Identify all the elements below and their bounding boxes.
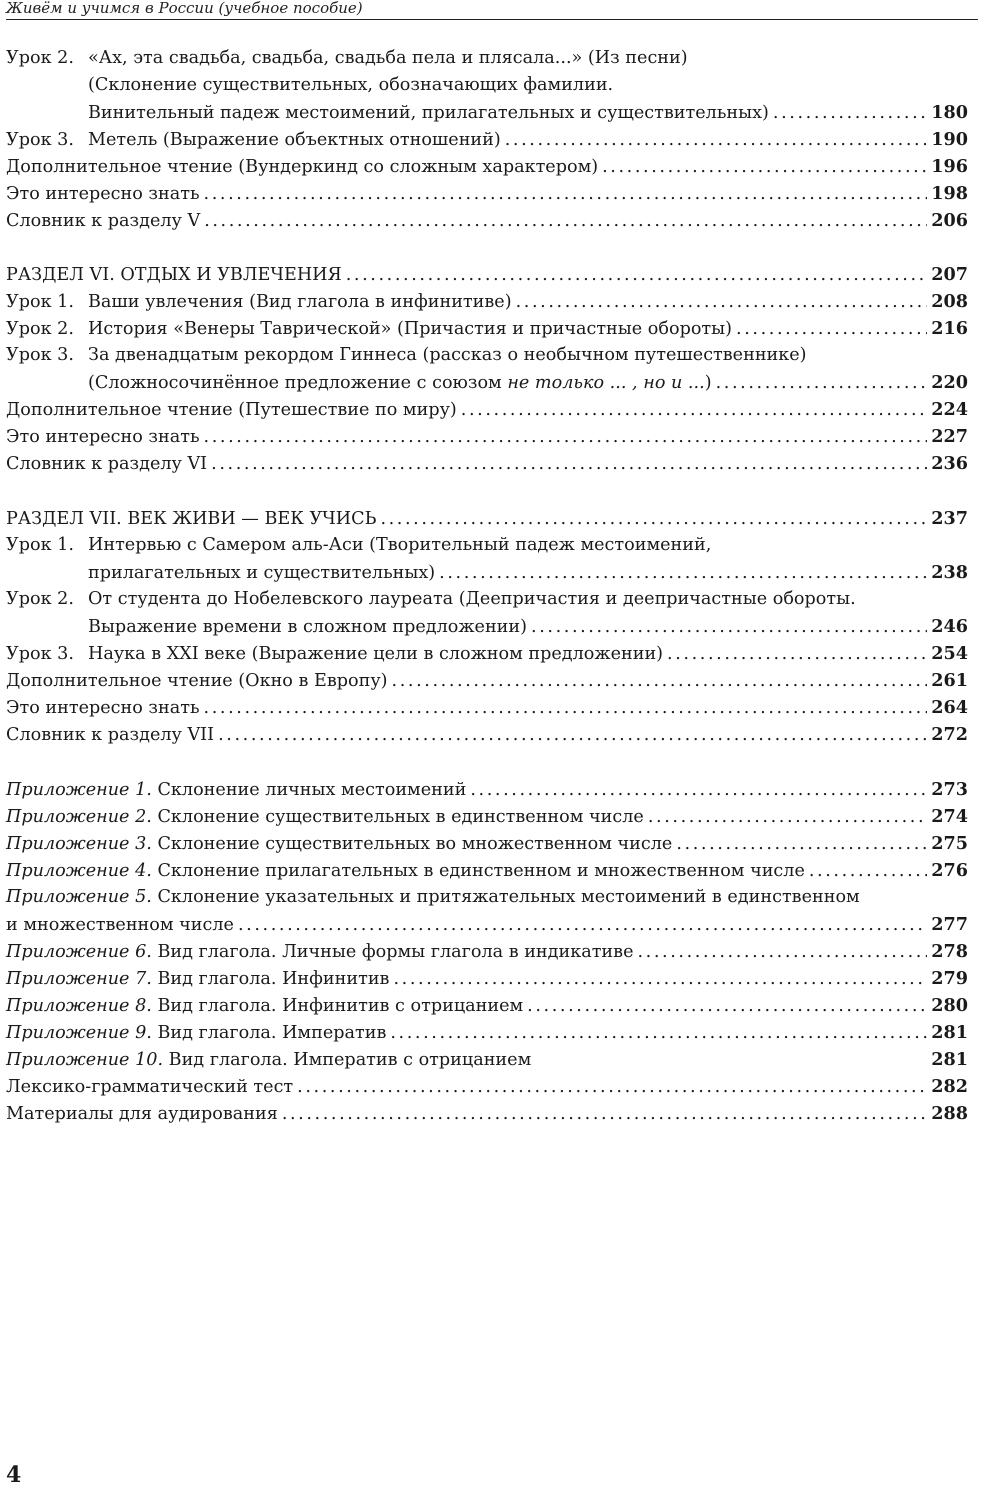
toc-entry: [6, 153, 968, 180]
toc-entry: [6, 180, 968, 207]
lesson-label: Урок 2.: [6, 589, 74, 609]
dot-leader: [439, 560, 927, 587]
appendix-label: Приложение 7.: [6, 969, 152, 989]
toc-entry: [6, 613, 968, 640]
page-ref: 272: [931, 724, 968, 745]
page-ref: 190: [931, 129, 968, 150]
toc-entry-text: Вид глагола. Императив: [151, 1023, 387, 1043]
appendix-label: Приложение 8.: [6, 996, 152, 1016]
page-ref: 224: [931, 399, 968, 420]
toc-entry-text: и множественном числе: [6, 915, 234, 935]
page-ref: 273: [931, 779, 968, 800]
page-ref: 246: [931, 616, 968, 637]
dot-leader: [736, 316, 927, 343]
dot-leader: [461, 397, 927, 424]
toc-entry: [6, 992, 968, 1019]
toc-entry: [6, 965, 968, 992]
dot-leader: [667, 641, 927, 668]
toc-entry: [6, 857, 968, 884]
toc-entry: [6, 1073, 968, 1100]
toc-entry-text: Дополнительное чтение (Путешествие по миру): [6, 400, 457, 420]
toc-entry-text: Дополнительное чтение (Окно в Европу): [6, 671, 388, 691]
toc-entry: [6, 721, 968, 748]
dot-leader: [809, 858, 927, 885]
toc-entry: [6, 342, 968, 369]
appendix-label: Приложение 9.: [6, 1023, 152, 1043]
toc-entry: [6, 667, 968, 694]
toc-entry: [6, 911, 968, 938]
page-ref: 206: [931, 210, 968, 231]
toc-entry-text: Склонение существительных в единственном числе: [151, 807, 644, 827]
lesson-label: Урок 3.: [6, 345, 74, 365]
toc-entry-text: От студента до Нобелевского лауреата (Деепричастия и деепричастные обороты.: [88, 589, 856, 609]
dot-leader: [380, 506, 927, 533]
toc-entry: [6, 72, 968, 99]
toc-entry: [6, 640, 968, 667]
page-ref: 180: [931, 102, 968, 123]
dot-leader: [218, 722, 927, 749]
toc-entry-text: Словник к разделу VII: [6, 725, 215, 745]
dot-leader: [346, 262, 928, 289]
dot-leader: [297, 1074, 927, 1101]
dot-leader: [211, 451, 927, 478]
toc-entry-text: ): [704, 373, 712, 393]
dot-leader: [470, 777, 927, 804]
lesson-label: Урок 1.: [6, 292, 74, 312]
toc-entry-text: Это интересно знать: [6, 427, 200, 447]
page-ref: 278: [931, 941, 968, 962]
page-ref: 275: [931, 833, 968, 854]
dot-leader: [392, 668, 928, 695]
dot-leader: [676, 831, 927, 858]
toc-entry: [6, 532, 968, 559]
toc-entry-text: (Сложносочинённое предложение с союзом: [88, 373, 508, 393]
toc-entry: [6, 369, 968, 396]
page-number: 4: [6, 1462, 22, 1488]
appendix-label: Приложение 2.: [6, 807, 152, 827]
toc-entry-text: Склонение указательных и притяжательных местоимений в единственном: [151, 887, 860, 907]
dot-leader: [204, 424, 928, 451]
page-ref: 288: [931, 1103, 968, 1124]
page-ref: 227: [931, 426, 968, 447]
toc-entry-text: Лексико-грамматический тест: [6, 1077, 294, 1097]
page-ref: 281: [931, 1022, 968, 1043]
dot-leader: [648, 804, 927, 831]
section-title: РАЗДЕЛ VI. ОТДЫХ И УВЛЕЧЕНИЯ: [6, 265, 342, 285]
page-ref: 198: [931, 183, 968, 204]
appendix-label: Приложение 3.: [6, 834, 152, 854]
lesson-label: Урок 3.: [6, 130, 74, 150]
toc-entry: [6, 1100, 968, 1127]
toc-entry-text: Наука в XXI веке (Выражение цели в сложном предложении): [88, 644, 664, 664]
appendix-label: Приложение 4.: [6, 861, 152, 881]
lesson-label: Урок 1.: [6, 535, 74, 555]
running-header: Живём и учимся в России (учебное пособие): [6, 0, 978, 20]
toc-entry-text: История «Венеры Таврической» (Причастия и причастные обороты): [88, 319, 733, 339]
section-heading: [6, 261, 968, 288]
page-ref: 261: [931, 670, 968, 691]
page-ref: 208: [931, 291, 968, 312]
page-ref: 277: [931, 914, 968, 935]
toc-entry-text: Склонение личных местоимений: [151, 780, 467, 800]
page-ref: 264: [931, 697, 968, 718]
dot-leader: [204, 695, 928, 722]
page-ref: 220: [931, 372, 968, 393]
toc-entry-text: Это интересно знать: [6, 698, 200, 718]
toc-entry: [6, 1046, 968, 1073]
toc-entry-text: Вид глагола. Инфинитив: [151, 969, 390, 989]
dot-leader: [282, 1101, 927, 1128]
dot-leader: [602, 154, 927, 181]
dot-leader: [204, 208, 927, 235]
toc-entry-text: «Ах, эта свадьба, свадьба, свадьба пела и плясала...» (Из песни): [88, 48, 688, 68]
lesson-label: Урок 2.: [6, 319, 74, 339]
dot-leader: [531, 614, 927, 641]
section-heading: [6, 505, 968, 532]
conjunction-example: не только ... , но и ...: [507, 373, 705, 393]
toc-entry-text: прилагательных и существительных): [88, 563, 436, 583]
toc-entry-text: Винительный падеж местоимений, прилагательных и существительных): [88, 103, 769, 123]
toc-entry-text: Выражение времени в сложном предложении): [88, 617, 528, 637]
dot-leader: [204, 181, 928, 208]
toc-entry: [6, 803, 968, 830]
toc-entry-text: Вид глагола. Личные формы глагола в индикативе: [151, 942, 634, 962]
toc-entry: [6, 694, 968, 721]
page-ref: 196: [931, 156, 968, 177]
page-ref: 281: [931, 1049, 968, 1070]
toc-entry: [6, 207, 968, 234]
section-title: РАЗДЕЛ VII. ВЕК ЖИВИ — ВЕК УЧИСЬ: [6, 509, 377, 529]
dot-leader: [390, 1020, 927, 1047]
dot-leader: [527, 993, 927, 1020]
page-ref: 279: [931, 968, 968, 989]
toc-entry: [6, 315, 968, 342]
page-ref: 274: [931, 806, 968, 827]
toc-entry: [6, 830, 968, 857]
toc-entry-text: За двенадцатым рекордом Гиннеса (рассказ о необычном путешественнике): [88, 345, 807, 365]
appendix-label: Приложение 5.: [6, 887, 152, 907]
toc-entry-text: Метель (Выражение объектных отношений): [88, 130, 501, 150]
dot-leader: [516, 289, 928, 316]
toc-entry: [6, 423, 968, 450]
dot-leader: [238, 912, 927, 939]
toc-entry: [6, 396, 968, 423]
toc-entry: [6, 559, 968, 586]
page-ref: 207: [931, 264, 968, 285]
toc-entry-text: Вид глагола. Императив с отрицанием: [163, 1050, 532, 1070]
toc-entry: [6, 288, 968, 315]
toc-entry: [6, 450, 968, 477]
dot-leader: [716, 370, 928, 397]
toc-entry: [6, 586, 968, 613]
toc-entry-text: Дополнительное чтение (Вундеркинд со сложным характером): [6, 157, 599, 177]
toc-entry: [6, 99, 968, 126]
toc-entry-text: Словник к разделу VI: [6, 454, 208, 474]
toc-entry: [6, 1019, 968, 1046]
page-ref: 282: [931, 1076, 968, 1097]
toc-entry-text: Склонение прилагательных в единственном и множественном числе: [151, 861, 805, 881]
page-ref: 280: [931, 995, 968, 1016]
toc-entry: [6, 126, 968, 153]
toc-entry-text: (Склонение существительных, обозначающих фамилии.: [88, 75, 614, 95]
toc-entry: [6, 884, 968, 911]
appendix-label: Приложение 10.: [6, 1050, 164, 1070]
appendix-label: Приложение 1.: [6, 780, 152, 800]
page-ref: 216: [931, 318, 968, 339]
page-ref: 236: [931, 453, 968, 474]
toc-entry-text: Вид глагола. Инфинитив с отрицанием: [151, 996, 524, 1016]
toc-entry-text: Ваши увлечения (Вид глагола в инфинитиве): [88, 292, 512, 312]
page-ref: 276: [931, 860, 968, 881]
toc-entry: [6, 776, 968, 803]
toc-entry-text: Склонение существительных во множественном числе: [151, 834, 673, 854]
toc-entry: [6, 45, 968, 72]
page-ref: 238: [931, 562, 968, 583]
dot-leader: [637, 939, 927, 966]
toc-entry: [6, 938, 968, 965]
toc-entry-text: Интервью с Самером аль-Аси (Творительный падеж местоимений,: [88, 535, 712, 555]
dot-leader: [773, 100, 927, 127]
page-ref: 254: [931, 643, 968, 664]
toc-entry-text: Материалы для аудирования: [6, 1104, 278, 1124]
appendix-label: Приложение 6.: [6, 942, 152, 962]
lesson-label: Урок 3.: [6, 644, 74, 664]
toc-entry-text: Словник к разделу V: [6, 211, 201, 231]
dot-leader: [505, 127, 928, 154]
toc-entry-text: Это интересно знать: [6, 184, 200, 204]
lesson-label: Урок 2.: [6, 48, 74, 68]
dot-leader: [393, 966, 927, 993]
page-ref: 237: [931, 508, 968, 529]
